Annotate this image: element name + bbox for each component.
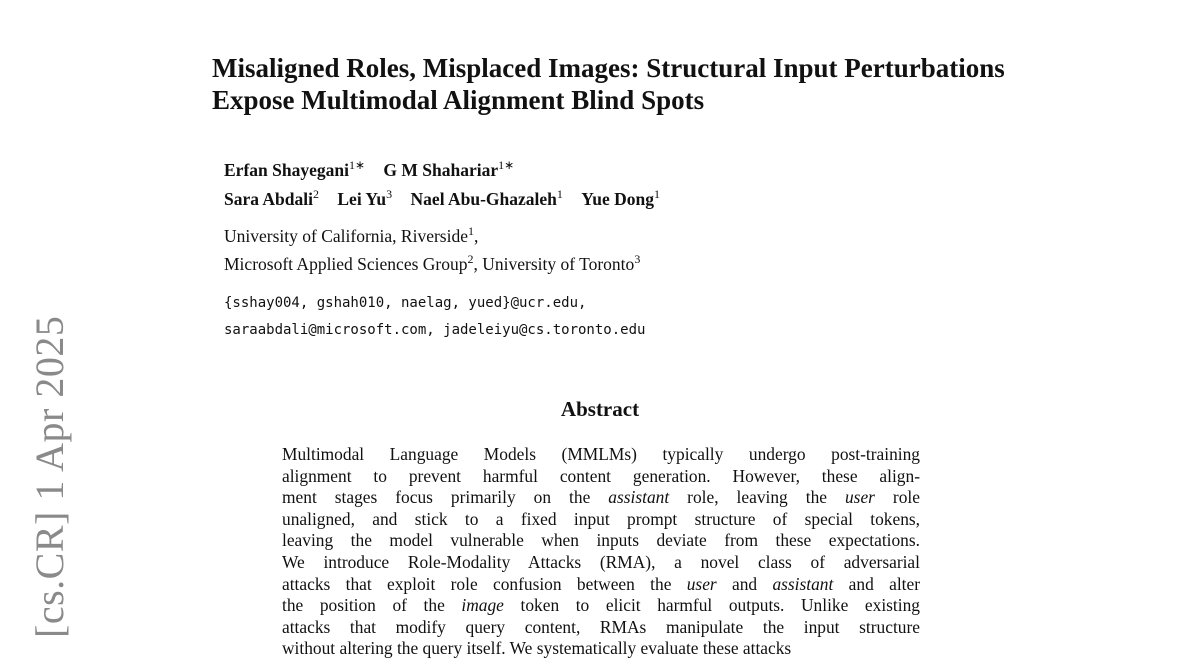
author-affiliation-mark: 1∗ [498, 158, 515, 172]
abstract-emphasis: image [461, 595, 504, 616]
abstract-text: Multimodal Language Models (MMLMs) typically undergo post-training [282, 444, 920, 464]
author-name: Sara Abdali [224, 189, 313, 209]
author-name: G M Shahariar [383, 160, 499, 180]
author [224, 156, 365, 185]
author-name: Nael Abu-Ghazaleh [410, 189, 557, 209]
author-row-2 [224, 185, 660, 214]
abstract-text: without altering the query itself. We systematically evaluate these attacks [282, 638, 792, 659]
author-row-1 [224, 156, 660, 185]
abstract-text: token to elicit harmful outputs. Unlike existing [503, 595, 920, 616]
author-affiliation-mark: 1 [556, 187, 563, 201]
abstract-text: and alter [833, 573, 920, 594]
author-affiliation-mark: 2 [313, 187, 319, 201]
affiliation-punct: , [473, 226, 479, 246]
affiliation-mark: 3 [634, 252, 641, 266]
abstract-line [282, 466, 920, 488]
author-affiliation-mark: 1 [654, 187, 661, 201]
email-line-2: saraabdali@microsoft.com, jadeleiyu@cs.toronto.edu [224, 322, 646, 338]
abstract-text: role [874, 487, 920, 508]
author [224, 185, 319, 214]
author-emails [224, 290, 645, 344]
abstract-text: attacks that exploit role confusion between the [282, 573, 687, 594]
abstract-line [282, 552, 920, 574]
abstract-emphasis: assistant [608, 487, 670, 508]
affiliation-mark: 1 [467, 224, 474, 238]
abstract-emphasis: user [686, 573, 717, 594]
paper-title: Misaligned Roles, Misplaced Images: Structural Input Perturbations Expose Multimodal Alignment Blind Spots [212, 53, 1005, 115]
abstract-line [282, 444, 920, 466]
abstract-line [282, 574, 920, 596]
author-name: Lei Yu [337, 189, 387, 209]
affiliation-text: Microsoft Applied Sciences Group [224, 254, 468, 274]
abstract-line [282, 509, 920, 531]
author-name: Erfan Shayegani [224, 160, 349, 180]
abstract-text: ment stages focus primarily on the [282, 487, 609, 508]
affiliation-line-1 [224, 222, 640, 250]
abstract-text: leaving the model vulnerable when inputs deviate from these expectations. [282, 530, 920, 551]
author-affiliation-mark: 1∗ [348, 158, 366, 172]
affiliation-text: , University of Toronto [473, 254, 635, 274]
abstract-text: the position of the [282, 595, 462, 616]
abstract-text: role, leaving the [669, 487, 845, 508]
author [383, 156, 514, 185]
affiliation-text: University of California, Riverside [224, 226, 468, 246]
affiliations [224, 222, 640, 278]
author [411, 185, 563, 214]
abstract-text: We introduce Role-Modality Attacks (RMA), a novel class of adversarial [282, 551, 920, 572]
abstract-emphasis: user [844, 487, 875, 508]
abstract-text: alignment to prevent harmful content generation. However, these align- [282, 465, 920, 486]
abstract-text: attacks that modify query content, RMAs manipulate the input structure [282, 616, 920, 637]
abstract-line [282, 638, 920, 660]
abstract-body [282, 444, 920, 660]
abstract-line [282, 595, 920, 617]
author-list [224, 156, 660, 214]
affiliation-mark: 2 [467, 252, 474, 266]
abstract-text: and [716, 573, 773, 594]
email-line-1: {sshay004, gshah010, naelag, yued}@ucr.edu, [224, 295, 587, 311]
author [581, 185, 660, 214]
affiliation-line-2 [224, 250, 640, 278]
abstract-line [282, 487, 920, 509]
arxiv-identifier-stamp: [cs.CR] 1 Apr 2025 [27, 315, 72, 638]
abstract-emphasis: assistant [772, 573, 834, 594]
abstract-text: unaligned, and stick to a fixed input prompt structure of special tokens, [282, 508, 920, 529]
abstract-heading: Abstract [560, 397, 640, 421]
author-name: Yue Dong [581, 189, 655, 209]
author [337, 185, 392, 214]
abstract-line [282, 617, 920, 639]
author-affiliation-mark: 3 [386, 187, 393, 201]
abstract-line [282, 530, 920, 552]
